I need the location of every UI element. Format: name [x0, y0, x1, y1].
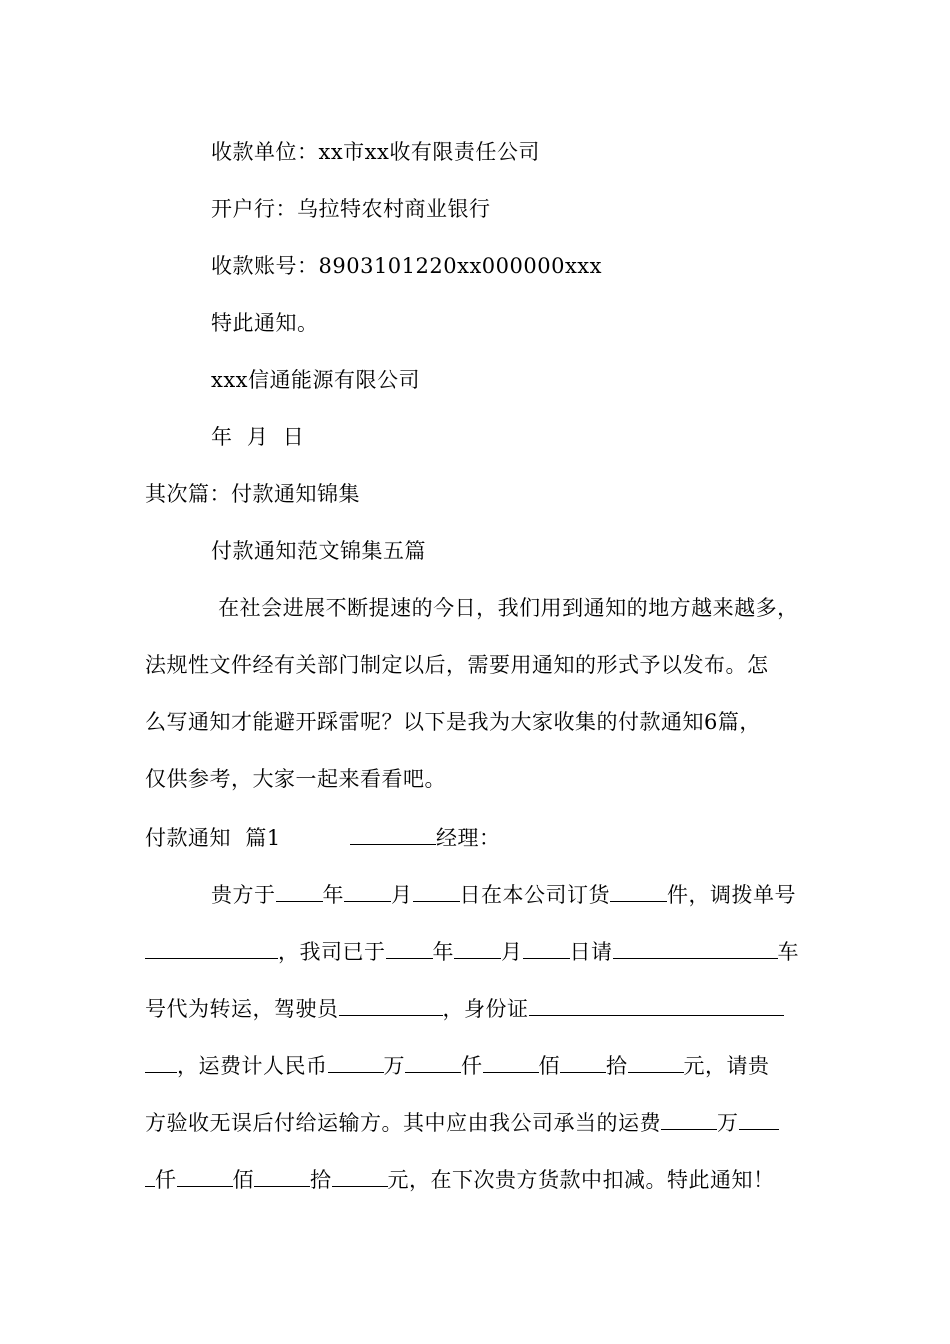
blank [661, 1111, 717, 1130]
blank [560, 1054, 606, 1073]
intro-line-4: 仅供参考，大家一起来看看吧。 [145, 767, 446, 791]
body-line-6: 仟 佰 拾 元，在下次贵方货款中扣减。特此通知！ [145, 1166, 775, 1194]
account-line: 收款账号：8903101220xx000000xxx [211, 254, 602, 278]
blank [145, 1054, 177, 1073]
payee-line: 收款单位：xx市xx收有限责任公司 [211, 140, 540, 164]
blank [254, 1168, 310, 1187]
closing-line: 特此通知。 [211, 311, 319, 335]
addressee-line [350, 824, 501, 852]
blank [739, 1111, 779, 1130]
section-subtitle: 付款通知范文锦集五篇 [211, 539, 426, 563]
blank [628, 1054, 684, 1073]
blank [339, 997, 443, 1016]
date-line: 年 月 日 [211, 425, 305, 449]
blank [610, 883, 667, 902]
blank [344, 883, 391, 902]
blank [523, 940, 570, 959]
blank [328, 1054, 384, 1073]
body-line-1: 贵方于 年 月 日在本公司订货 件，调拨单号 [211, 883, 796, 907]
body-line-2: ，我司已于 年 月 日请 车 [145, 938, 799, 966]
article-title: 付款通知 篇1 [145, 826, 281, 850]
blank [332, 1168, 388, 1187]
intro-line-1: 在社会进展不断提速的今日，我们用到通知的地方越来越多， [211, 596, 799, 620]
blank [529, 997, 784, 1016]
bank-line: 开户行：乌拉特农村商业银行 [211, 197, 491, 221]
blank [613, 940, 778, 959]
intro-line-2: 法规性文件经有关部门制定以后，需要用通知的形式予以发布。怎 [145, 653, 769, 677]
blank [145, 940, 278, 959]
blank [413, 883, 460, 902]
blank [177, 1168, 233, 1187]
addressee-text: 经理： [436, 826, 501, 850]
body-line-3: 号代为转运，驾驶员 ，身份证 [145, 995, 784, 1023]
blank [386, 940, 433, 959]
blank [350, 826, 436, 845]
blank [483, 1054, 539, 1073]
blank [454, 940, 501, 959]
intro-line-3: 么写通知才能避开踩雷呢？以下是我为大家收集的付款通知6篇， [145, 710, 761, 734]
body-line-5: 方验收无误后付给运输方。其中应由我公司承当的运费 万 [145, 1109, 779, 1137]
section-heading: 其次篇：付款通知锦集 [145, 482, 360, 506]
blank [276, 883, 323, 902]
blank [145, 1168, 155, 1187]
blank [405, 1054, 461, 1073]
company-line: xxx信通能源有限公司 [211, 368, 421, 392]
body-line-4: ，运费计人民币 万 仟 佰 拾 元，请贵 [145, 1052, 770, 1080]
